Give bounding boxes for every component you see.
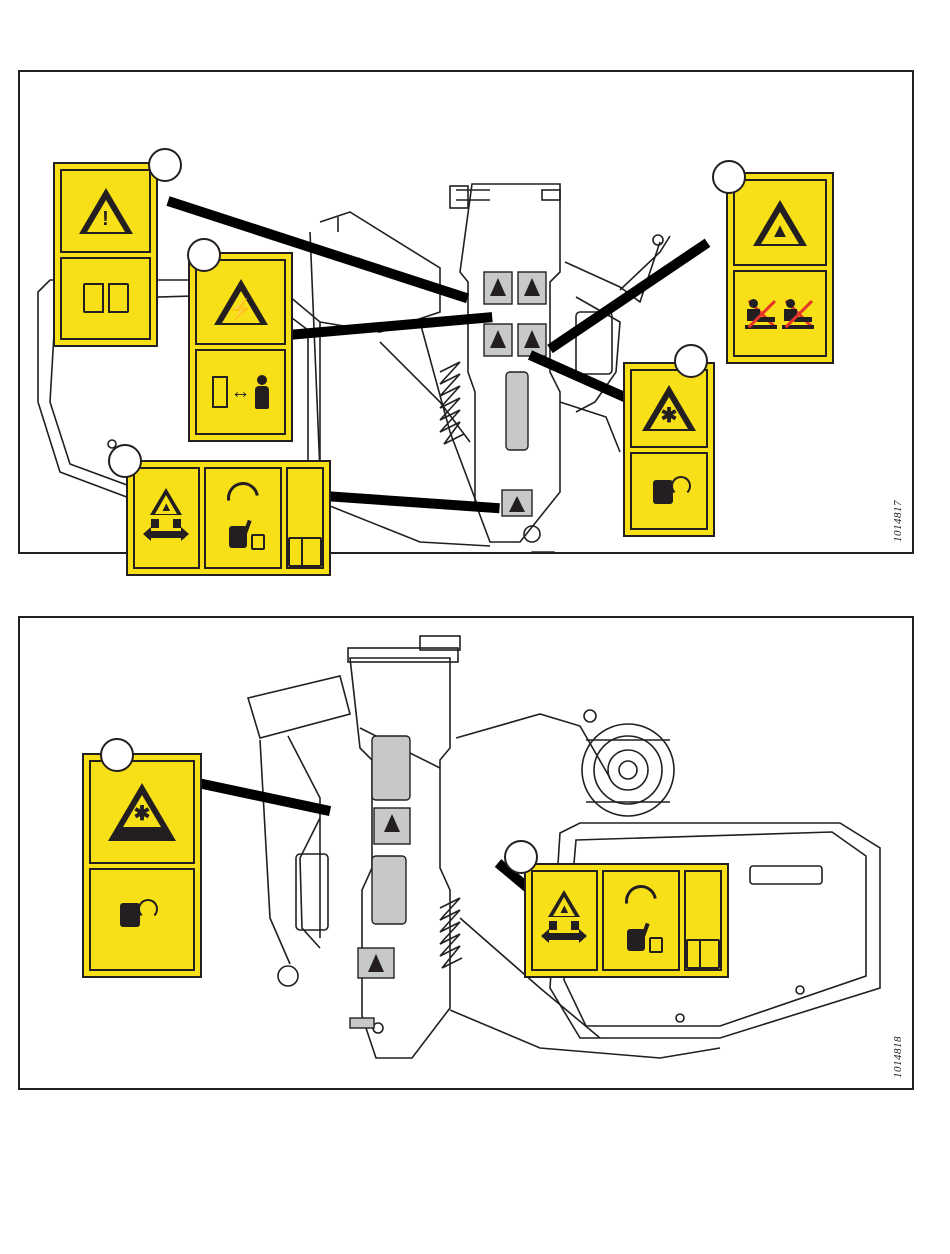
warning-triangle-crush-icon: ▲ (733, 179, 827, 266)
warning-triangle-machine-movement-icon: ▲ (531, 870, 598, 971)
read-manual-book-icon (684, 870, 722, 971)
figure-bottom (18, 616, 914, 1090)
high-pressure-fluid-decal (623, 362, 715, 537)
crush-hazard-stay-clear-decal (726, 172, 834, 364)
entanglement-keep-clear-decal (188, 252, 293, 442)
rotate-arrow-icon (220, 476, 265, 521)
callout-circle-2 (187, 238, 221, 272)
warning-triangle-exclamation-icon: ! (60, 169, 151, 253)
callout-circle-1 (148, 148, 182, 182)
callout-circle-b1 (100, 738, 134, 772)
open-manual-book-icon (60, 257, 151, 341)
callout-circle-b2 (504, 840, 538, 874)
lock-valve-rotate-icon (204, 467, 282, 569)
high-pressure-fluid-decal-bottom (82, 753, 202, 978)
hydraulic-pump-relieve-pressure-icon (89, 868, 195, 972)
lock-valve-rotate-icon (602, 870, 680, 971)
callout-circle-3 (712, 160, 746, 194)
no-riders-seated-person-icon (733, 270, 827, 357)
person-icon (254, 375, 270, 409)
callout-circle-4 (674, 344, 708, 378)
figure-id-bottom: 1014818 (892, 1036, 904, 1078)
valve-icon (619, 919, 663, 957)
machine-drift-arrows-icon (143, 519, 189, 549)
hydraulic-pump-relieve-pressure-icon (630, 452, 708, 531)
figure-id-top: 1014817 (892, 500, 904, 542)
header-drift-transport-lock-decal (126, 460, 331, 576)
seated-person-crossed-icon-2 (782, 299, 816, 329)
seated-person-crossed-icon (745, 299, 779, 329)
stand-clear-distance-person-icon (195, 349, 286, 435)
warning-triangle-entanglement-icon: ⚡ (195, 259, 286, 345)
guard-bar-icon (212, 376, 228, 408)
read-manual-book-icon (286, 467, 324, 569)
header-drift-transport-lock-decal-bottom (524, 863, 729, 978)
distance-arrow-icon: ↔ (230, 380, 251, 403)
tank-hose-icon (116, 897, 168, 941)
warning-triangle-machine-movement-icon: ▲ (133, 467, 200, 569)
callout-circle-5 (108, 444, 142, 478)
general-warning-read-manual-decal (53, 162, 158, 347)
figure-top (18, 70, 914, 554)
valve-icon (221, 516, 265, 554)
warning-triangle-fluid-injection-icon: ✱ (630, 369, 708, 448)
warning-triangle-fluid-injection-icon: ✱ (89, 760, 195, 864)
machine-drift-arrows-icon (541, 921, 587, 951)
tank-hose-icon (649, 474, 689, 508)
rotate-arrow-icon (618, 878, 663, 923)
